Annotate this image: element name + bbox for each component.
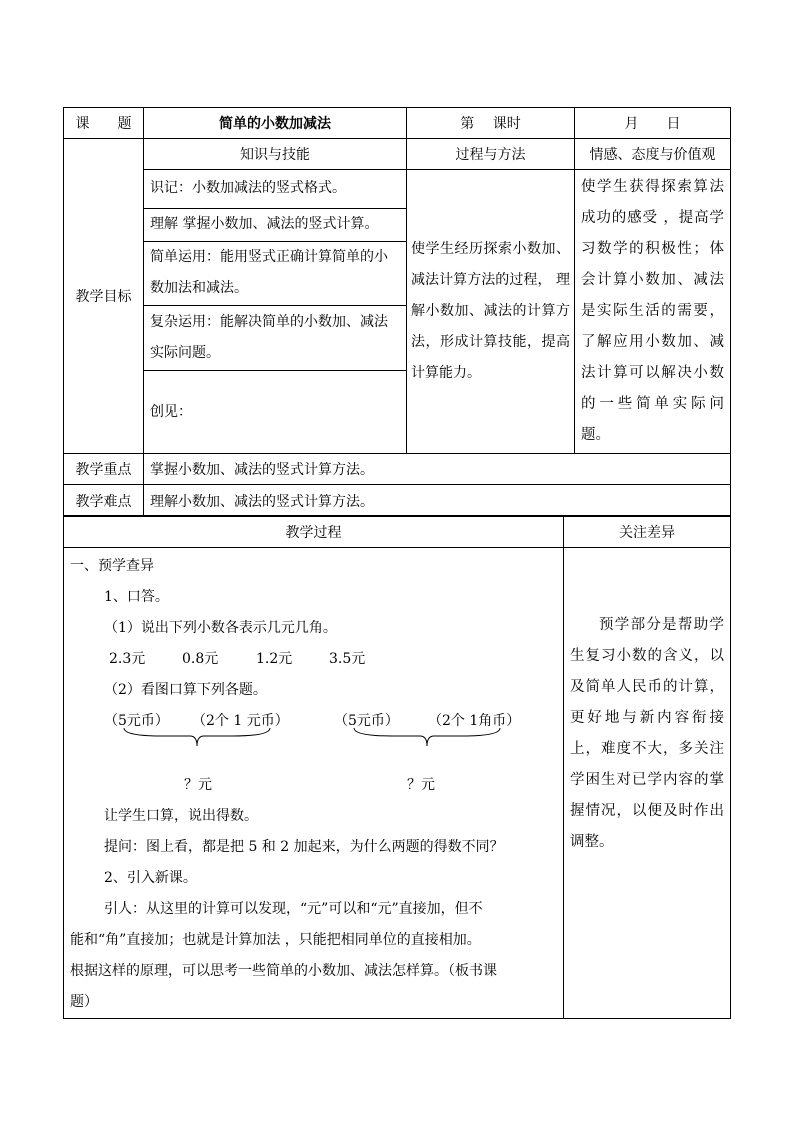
knowledge-item: 识记：小数加减法的竖式格式。 bbox=[144, 170, 407, 209]
answer-blank: ？元 bbox=[407, 777, 435, 793]
lesson-plan-table bbox=[63, 107, 731, 517]
value-item: 1.2元 bbox=[256, 651, 293, 667]
coin-group-label: （2个 1角币） bbox=[428, 713, 521, 729]
process-line: 引人：从这里的计算可以发现，“元”可以和“元”直接加，但不 bbox=[104, 901, 483, 917]
knowledge-item: 复杂运用：能解决简单的小数加、减法实际问题。 bbox=[144, 305, 407, 370]
process-line: 让学生口算，说出得数。 bbox=[104, 808, 258, 824]
col-process-header: 过程与方法 bbox=[407, 139, 575, 170]
brace-icon bbox=[122, 726, 272, 750]
knowledge-item: 理解 掌握小数加、减法的竖式计算。 bbox=[144, 208, 407, 241]
col-emotion-header: 情感、态度与价值观 bbox=[575, 139, 731, 170]
knowledge-item: 创见： bbox=[144, 371, 407, 454]
key-point-label: 教学重点 bbox=[64, 454, 144, 485]
knowledge-item: 简单运用：能用竖式正确计算简单的小数加法和减法。 bbox=[144, 241, 407, 305]
key-point-text: 掌握小数加、减法的竖式计算方法。 bbox=[144, 454, 731, 485]
value-item: 0.8元 bbox=[182, 651, 219, 667]
question-2: （2）看图口算下列各题。 bbox=[104, 682, 267, 698]
coin-group-label: （5元币） bbox=[334, 713, 399, 729]
process-line: 提问：图上看，都是把 5 和 2 加起来，为什么两题的得数不同？ bbox=[104, 839, 504, 855]
col-knowledge-header: 知识与技能 bbox=[144, 139, 407, 170]
process-line: 根据这样的原理，可以思考一些简单的小数加、减法怎样算。（板书课 bbox=[70, 963, 497, 979]
topic-label: 课 题 bbox=[64, 108, 144, 139]
process-content bbox=[64, 548, 564, 1019]
attention-text: 预学部分是帮助学生复习小数的含义，以及简单人民币的计算，更好地与新内容衔接上，难度不大，多关注学困生对已学内容的掌握情况，以便及时作出调整。 bbox=[570, 617, 724, 850]
process-line: 能和“角”直接加；也就是计算加法 ，只能把相同单位的直接相加。 bbox=[70, 932, 481, 948]
attention-header: 关注差异 bbox=[564, 516, 731, 548]
teaching-process-table bbox=[63, 515, 731, 1019]
difficulty-text: 理解小数加、减法的竖式计算方法。 bbox=[144, 485, 731, 517]
subsection-title: 1、口答。 bbox=[104, 589, 169, 605]
value-item: 2.3元 bbox=[109, 651, 146, 667]
value-item: 3.5元 bbox=[329, 651, 366, 667]
subsection-title: 2、引入新课。 bbox=[104, 870, 197, 886]
coin-group-label: （2个 1 元币） bbox=[192, 713, 289, 729]
topic-title: 简单的小数加减法 bbox=[144, 108, 407, 139]
answer-blank: ？元 bbox=[184, 777, 212, 793]
brace-icon bbox=[352, 726, 502, 750]
date-cell: 月 日 bbox=[575, 108, 731, 139]
process-header: 教学过程 bbox=[64, 516, 564, 548]
emotion-text: 使学生获得探索算法成功的感受 ，提高学习数学的积极性；体会计算小数加、减法是实际生活的需要，了解应用小数加、减法计算可以解决小数的一些简单实际问题。 bbox=[575, 170, 731, 454]
period-cell: 第 课时 bbox=[407, 108, 575, 139]
attention-content bbox=[564, 548, 731, 1019]
difficulty-label: 教学难点 bbox=[64, 485, 144, 517]
process-line: 题） bbox=[70, 994, 98, 1010]
goals-label: 教学目标 bbox=[64, 139, 144, 454]
process-method-text: 使学生经历探索小数加、减法计算方法的过程， 理解小数加、减法的计算方法，形成计算技能，提高计算能力。 bbox=[407, 170, 575, 454]
section-title: 一、预学查异 bbox=[70, 558, 154, 574]
question-1: （1）说出下列小数各表示几元几角。 bbox=[104, 620, 337, 636]
coin-group-label: （5元币） bbox=[104, 713, 169, 729]
